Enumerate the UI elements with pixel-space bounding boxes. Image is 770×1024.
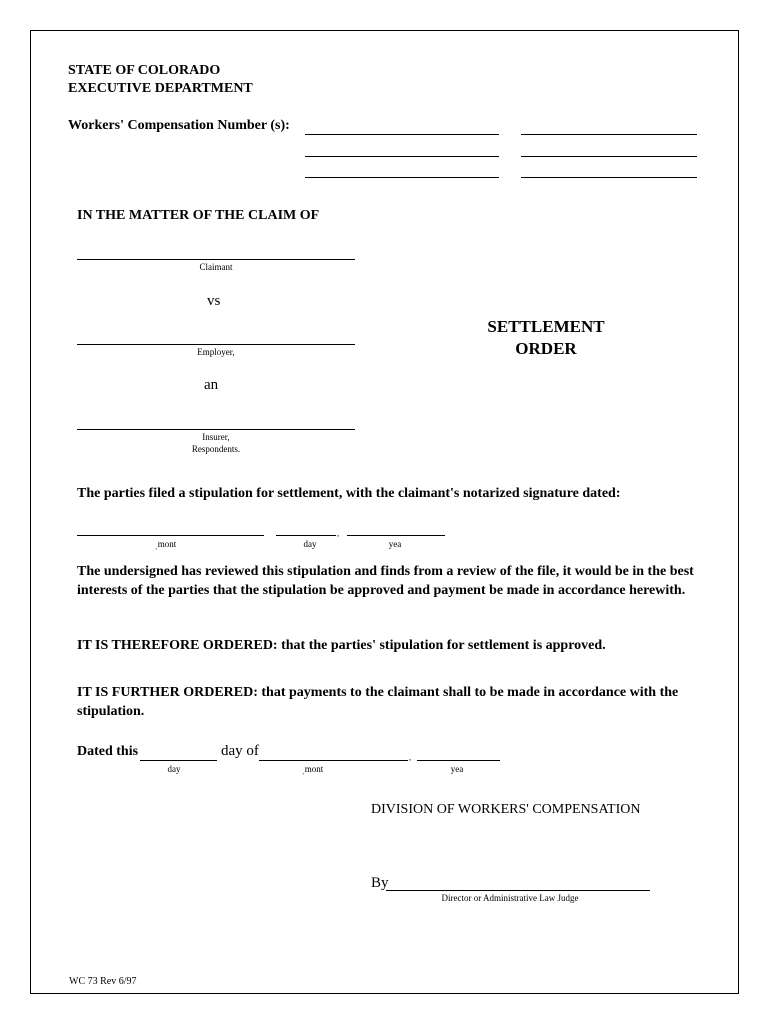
employer-label: Employer, <box>197 347 235 357</box>
insurer-field[interactable] <box>77 429 355 430</box>
wc-number-field-3[interactable] <box>305 156 499 157</box>
respondents-label: Respondents. <box>191 444 241 454</box>
stipulation-day-label: day <box>303 539 317 549</box>
dated-month-field[interactable] <box>259 760 408 761</box>
tick-mark: ` <box>302 772 305 781</box>
dated-day-label: day <box>167 764 181 774</box>
signature-field[interactable] <box>386 890 650 891</box>
comma-mark: , <box>409 753 411 762</box>
stipulation-day-field[interactable] <box>276 535 336 536</box>
tick-mark: ` <box>155 547 158 556</box>
insurer-label: Insurer, <box>202 432 230 442</box>
review-paragraph: The undersigned has reviewed this stipulation and finds from a review of the file, it would be in the best interests of the parties that the stipulation be approved and payment be made in accordance herewith. <box>77 564 694 598</box>
wc-number-label: Workers' Compensation Number (s): <box>68 118 290 133</box>
signer-title-label: Director or Administrative Law Judge <box>441 893 579 903</box>
wc-number-field-5[interactable] <box>305 177 499 178</box>
claimant-label: Claimant <box>199 262 233 272</box>
wc-number-field-6[interactable] <box>521 177 697 178</box>
form-id: WC 73 Rev 6/97 <box>69 976 137 987</box>
wc-number-field-2[interactable] <box>521 134 697 135</box>
state-heading: STATE OF COLORADO <box>68 63 221 78</box>
wc-number-field-1[interactable] <box>305 134 499 135</box>
matter-heading: IN THE MATTER OF THE CLAIM OF <box>77 208 320 223</box>
dated-year-field[interactable] <box>417 760 500 761</box>
vs-text: vs <box>207 293 221 309</box>
day-of-label: day of <box>221 743 259 759</box>
by-label: By <box>371 875 389 891</box>
title-line-1: SETTLEMENT <box>487 317 605 336</box>
and-text: an <box>204 377 219 393</box>
comma-mark: , <box>337 529 339 538</box>
claimant-field[interactable] <box>77 259 355 260</box>
dated-year-label: yea <box>450 764 464 774</box>
form-border <box>30 30 739 994</box>
stipulation-text: The parties filed a stipulation for settlement, with the claimant's notarized signature dated: <box>77 486 621 501</box>
stipulation-month-label: mont <box>157 539 177 549</box>
dated-this-label: Dated this <box>77 744 139 759</box>
stipulation-year-label: yea <box>388 539 402 549</box>
document-title <box>466 316 626 360</box>
employer-field[interactable] <box>77 344 355 345</box>
department-heading: EXECUTIVE DEPARTMENT <box>68 81 253 96</box>
title-line-2: ORDER <box>515 339 577 358</box>
dated-day-field[interactable] <box>140 760 217 761</box>
wc-number-field-4[interactable] <box>521 156 697 157</box>
stipulation-month-field[interactable] <box>77 535 264 536</box>
dated-month-label: mont <box>304 764 324 774</box>
further-ordered-paragraph: IT IS FURTHER ORDERED: that payments to the claimant shall to be made in accordance with the stipulation. <box>77 685 679 719</box>
therefore-ordered-paragraph: IT IS THEREFORE ORDERED: that the parties' stipulation for settlement is approved. <box>77 638 606 653</box>
stipulation-year-field[interactable] <box>347 535 445 536</box>
division-name: DIVISION OF WORKERS' COMPENSATION <box>371 802 641 817</box>
